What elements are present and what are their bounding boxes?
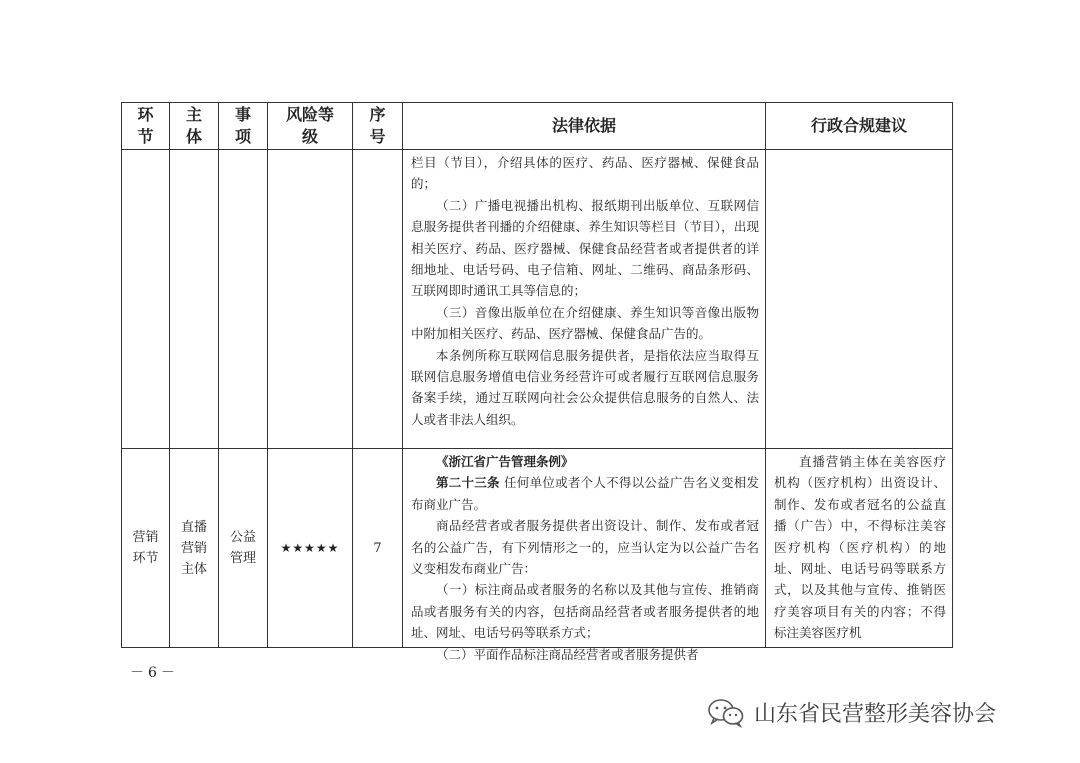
law-article-head: 第二十三条 <box>436 475 500 491</box>
table-header-row <box>122 103 953 150</box>
cell-risk <box>268 150 353 449</box>
law-paragraph: （二）广播电视播出机构、报纸期刊出版单位、互联网信息服务提供者刊播的介绍健康、养生知识等栏目（节目），出现相关医疗、药品、医疗器械、保健食品经营者或者提供者的详细地址、电话号码、电子信箱、网址、二维码、商品条形码、互联网即时通讯工具等信息的； <box>411 197 759 299</box>
law-paragraph: （二）平面作品标注商品经营者或者服务提供者 <box>436 646 699 662</box>
cell-item: 公益管理 <box>219 449 268 648</box>
cell-segment: 营销环节 <box>122 449 170 648</box>
cell-law <box>403 150 766 449</box>
page-number: －6－ <box>130 665 179 681</box>
watermark <box>706 697 996 728</box>
cell-subject: 直播营销主体 <box>170 449 219 648</box>
table-row <box>122 449 953 648</box>
law-paragraph: 商品经营者或者服务提供者出资设计、制作、发布或者冠名的公益广告，有下列情形之一的，应当认定为以公益广告名义变相发布商业广告： <box>411 518 759 577</box>
risk-stars: ★★★★★ <box>280 540 340 555</box>
cell-advice <box>766 449 953 648</box>
law-paragraph: （一）标注商品或者服务的名称以及其他与宣传、推销商品或者服务有关的内容，包括商品经营者或者服务提供者的地址、网址、电话号码等联系方式； <box>411 582 759 641</box>
header-subject: 主体 <box>170 103 219 150</box>
law-paragraph: （三）音像出版单位在介绍健康、养生知识等音像出版物中附加相关医疗、药品、医疗器械、保健食品广告的。 <box>411 304 759 342</box>
law-paragraph: 本条例所称互联网信息服务提供者，是指依法应当取得互联网信息服务增值电信业务经营许可或者履行互联网信息服务备案手续，通过互联网向社会公众提供信息服务的自然人、法人或者非法人组织。 <box>411 347 759 427</box>
advice-text: 直播营销主体在美容医疗机构（医疗机构）出资设计、制作、发布或者冠名的公益直播（广告）中，不得标注美容医疗机构（医疗机构）的地址、网址、电话号码等联系方式，以及其他与宣传、推销医疗美容项目有关的内容；不得标注美容医疗机 <box>774 454 946 641</box>
header-advice: 行政合规建议 <box>766 103 953 150</box>
cell-segment <box>122 150 170 449</box>
cell-law <box>403 449 766 662</box>
law-title: 《浙江省广告管理条例》 <box>436 454 574 469</box>
header-item: 事项 <box>219 103 268 150</box>
cell-seq <box>353 150 403 449</box>
cell-seq: 7 <box>353 449 403 648</box>
watermark-text: 山东省民营整形美容协会 <box>754 702 997 727</box>
header-risk: 风险等级 <box>268 103 353 150</box>
regulation-table <box>121 102 953 662</box>
law-paragraph: 栏目（节目），介绍具体的医疗、药品、医疗器械、保健食品的； <box>411 155 759 192</box>
cell-item <box>219 150 268 449</box>
law-article-body: 任何单位或者个人不得以公益广告名义变相发布商业广告。 <box>411 475 759 512</box>
wechat-icon <box>706 698 746 728</box>
header-law: 法律依据 <box>403 103 766 150</box>
cell-subject <box>170 150 219 449</box>
cell-risk <box>268 449 353 648</box>
cell-advice <box>766 150 953 449</box>
table-row <box>122 150 953 449</box>
header-seq: 序号 <box>353 103 403 150</box>
header-segment: 环节 <box>122 103 170 150</box>
